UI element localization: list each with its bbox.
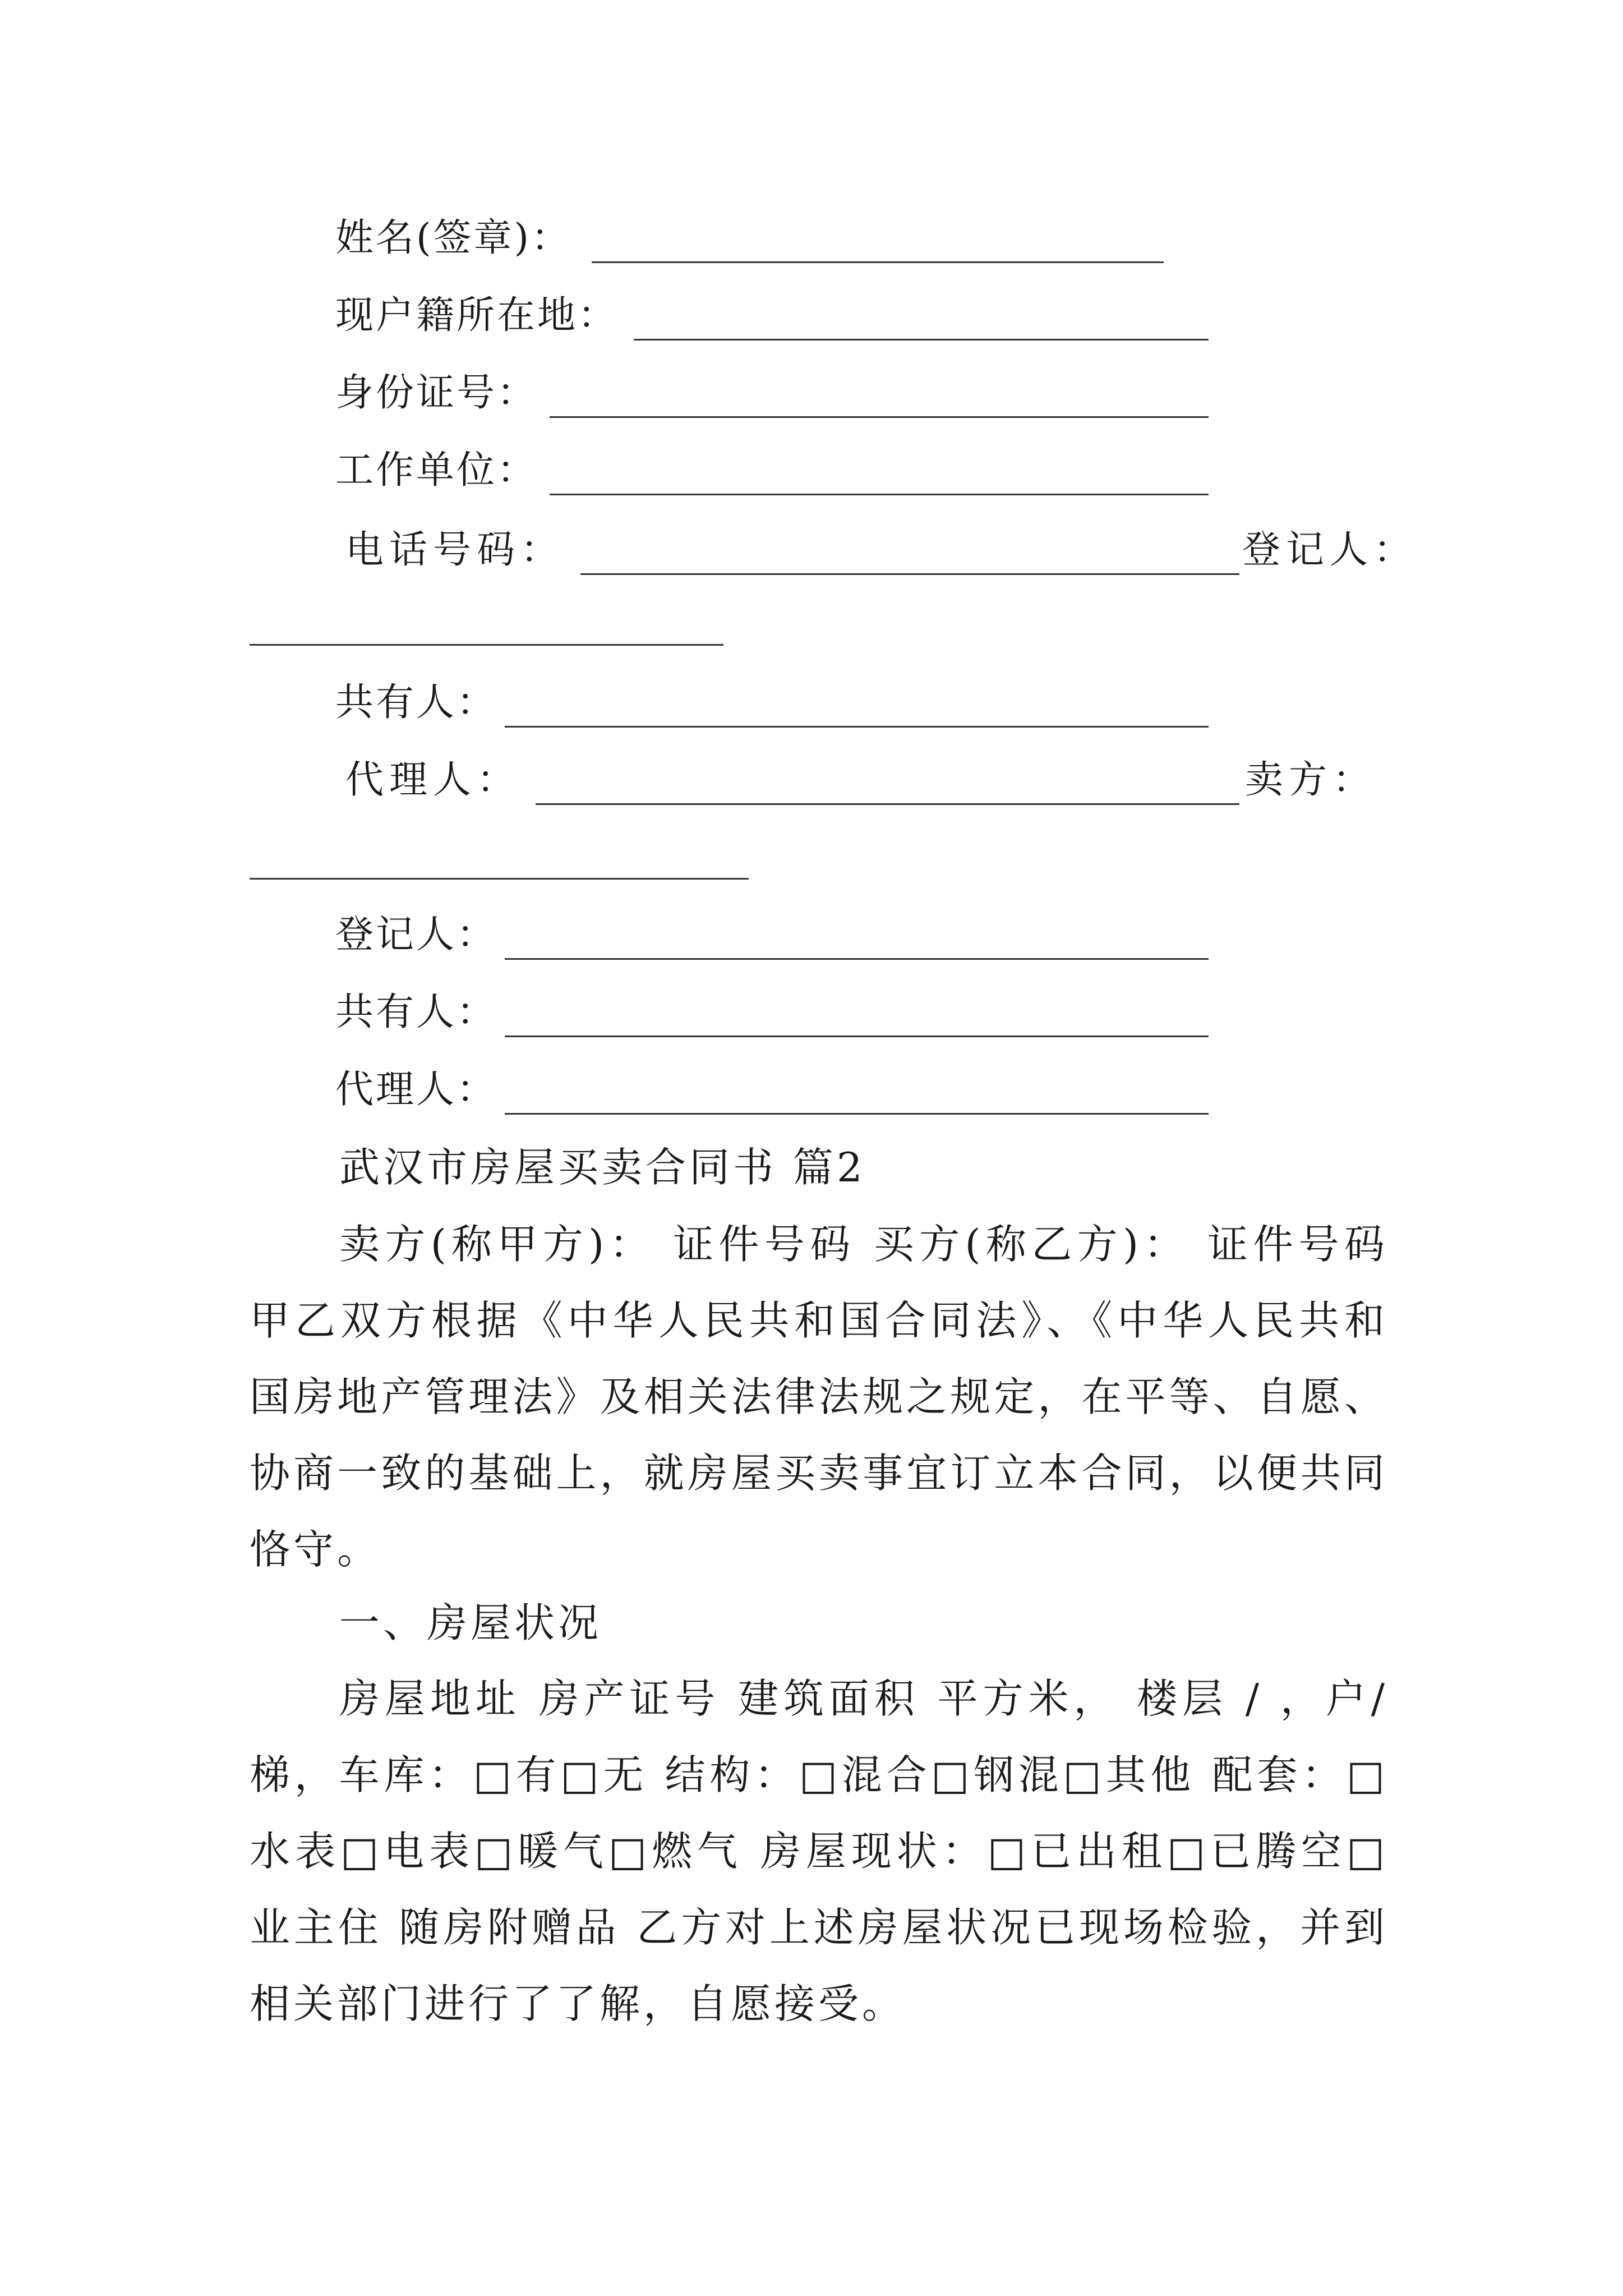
- registrant-blank[interactable]: [250, 644, 723, 646]
- work-unit-blank[interactable]: [550, 494, 1209, 495]
- name-signature-blank[interactable]: [592, 261, 1164, 263]
- agent-blank[interactable]: [536, 803, 1239, 805]
- agent-label-2: 代理人：: [335, 1068, 497, 1112]
- co-owner-label-2: 共有人：: [335, 990, 497, 1034]
- section-1-title: 一、房屋状况: [339, 1599, 602, 1646]
- co-owner-blank-2[interactable]: [505, 1036, 1209, 1037]
- section-1-body: 房屋地址 房产证号 建筑面积 平方米， 楼层 / ，户/梯，车库：□有□无 结构：□混合□钢混□其他 配套：□水表□电表□暖气□燃气 房屋现状：□已出租□已腾空□业主住 随房附赠品 乙方对上述房屋状况已现场检验，并到相关部门进行了了解，自愿接受。: [250, 1675, 1388, 2027]
- registrant-label: 登记人：: [1242, 528, 1418, 572]
- residence-label: 现户籍所在地：: [335, 293, 619, 338]
- agent-blank-2[interactable]: [505, 1113, 1209, 1115]
- phone-blank[interactable]: [580, 573, 1239, 575]
- residence-blank[interactable]: [634, 339, 1209, 341]
- registrant-label-2: 登记人：: [335, 913, 497, 957]
- co-owner-blank[interactable]: [505, 726, 1209, 728]
- id-number-blank[interactable]: [550, 416, 1209, 418]
- phone-label: 电话号码：: [345, 528, 565, 572]
- seller-blank[interactable]: [250, 878, 749, 880]
- contract-preamble: 卖方(称甲方)： 证件号码 买方(称乙方)： 证件号码 甲乙双方根据《中华人民共和国合同法》、《中华人民共和国房地产管理法》及相关法律法规之规定，在平等、自愿、协商一致的基础上，就房屋买卖事宜订立本合同，以便共同恪守。: [250, 1221, 1388, 1573]
- registrant-blank-2[interactable]: [505, 958, 1209, 960]
- name-signature-label: 姓名(签章)：: [335, 216, 572, 260]
- co-owner-label: 共有人：: [335, 680, 497, 725]
- id-number-label: 身份证号：: [335, 371, 538, 415]
- agent-label: 代理人：: [345, 758, 521, 802]
- work-unit-label: 工作单位：: [335, 448, 538, 493]
- contract-title: 武汉市房屋买卖合同书 篇2: [339, 1144, 866, 1191]
- seller-label: 卖方：: [1245, 758, 1377, 802]
